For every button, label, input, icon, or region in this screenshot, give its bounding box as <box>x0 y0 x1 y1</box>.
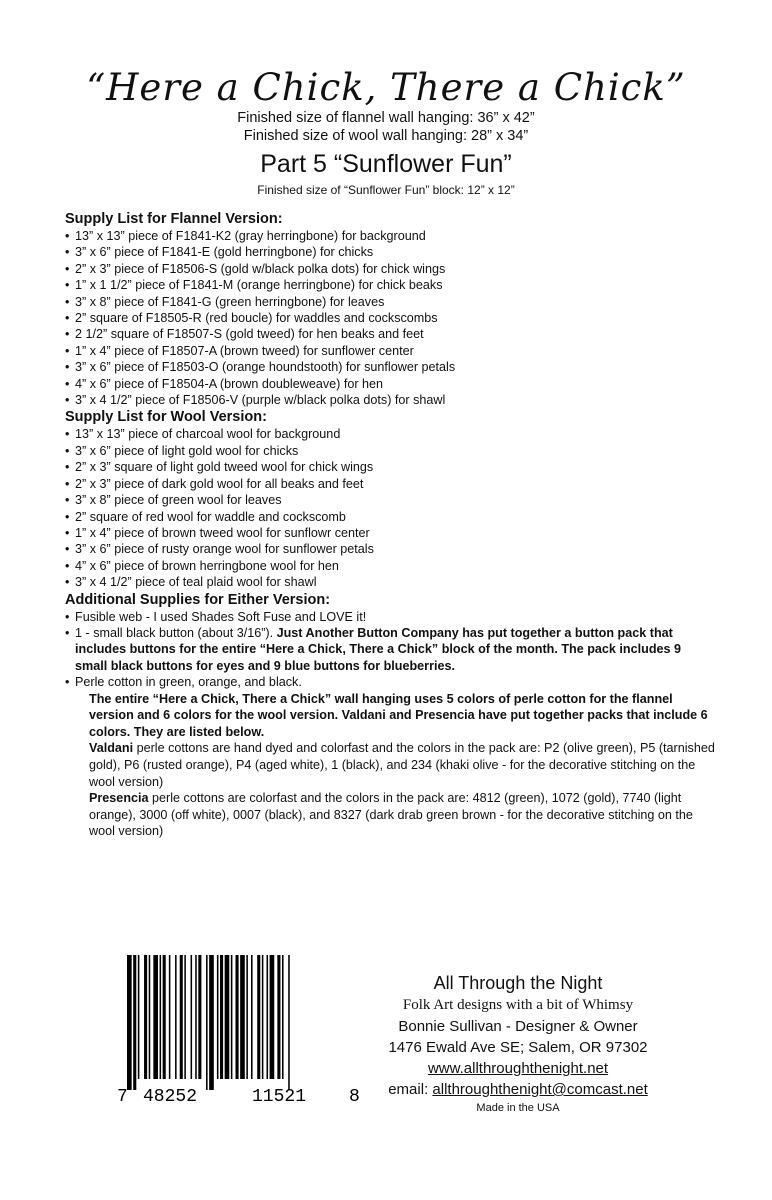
flannel-list <box>65 228 715 408</box>
barcode-bar <box>138 955 140 1079</box>
barcode-bar <box>163 955 166 1079</box>
barcode-bar <box>184 955 186 1079</box>
barcode-bar <box>217 955 219 1079</box>
list-item: • 2” x 3” piece of F18506-S (gold w/black polka dots) for chick wings <box>65 261 715 277</box>
list-item: • 2” x 3” square of light gold tweed wool for chick wings <box>65 459 715 475</box>
presencia-text: perle cottons are colorfast and the colors in the pack are: 4812 (green), 1072 (gold), 7740 (light orange), 3000 (off white), 0007 (black), and 8327 (dark drab green brown - for the decorative stitching on the wool version) <box>89 791 693 839</box>
additional-heading: Additional Supplies for Either Version: <box>65 591 331 608</box>
wool-heading: Supply List for Wool Version: <box>65 409 267 426</box>
email-link[interactable]: allthroughthenight@comcast.net <box>432 1081 648 1098</box>
barcode-bar <box>225 955 230 1079</box>
list-item: • 3” x 6” piece of light gold wool for chicks <box>65 443 715 459</box>
wool-list <box>65 426 715 590</box>
barcode <box>117 955 361 1105</box>
barcode-bar <box>231 955 233 1079</box>
flannel-heading: Supply List for Flannel Version: <box>65 211 283 227</box>
list-item: • 2” square of F18505-R (red boucle) for waddles and cockscombs <box>65 310 715 326</box>
barcode-bar <box>270 955 275 1079</box>
barcode-digit-prefix: 7 <box>117 1087 128 1105</box>
list-item: • 3” x 6” piece of F18503-O (orange houndstooth) for sunflower petals <box>65 359 715 375</box>
list-item: • 4” x 6” piece of brown herringbone wool for hen <box>65 558 715 574</box>
list-item: • 2” square of red wool for waddle and cockscomb <box>65 509 715 525</box>
list-item: • 4” x 6” piece of F18504-A (brown doubleweave) for hen <box>65 376 715 392</box>
barcode-bar <box>191 955 193 1079</box>
barcode-bar <box>195 955 197 1079</box>
barcode-bar <box>240 955 245 1079</box>
pattern-title: “Here a Chick, There a Chick” <box>86 66 686 109</box>
barcode-bar <box>236 955 239 1079</box>
part-title: Part 5 “Sunflower Fun” <box>260 150 512 178</box>
barcode-bar <box>160 955 162 1079</box>
list-item: • 2” x 3” piece of dark gold wool for all beaks and feet <box>65 476 715 492</box>
company-info <box>383 971 653 1116</box>
barcode-bar <box>267 955 269 1079</box>
list-item: • 2 1/2” square of F18507-S (gold tweed) for hen beaks and feet <box>65 326 715 342</box>
valdani-text: perle cottons are hand dyed and colorfast and the colors in the pack are: P2 (olive green), P5 (tarnished gold), P6 (rusted orange), P4 (aged white), 1 (black), and 234 (khaki olive - for the decorative stitching on the wool version) <box>89 741 715 789</box>
list-item: • 3” x 8” piece of F1841-G (green herringbone) for leaves <box>65 294 715 310</box>
barcode-bar <box>149 955 151 1079</box>
barcode-bar <box>220 955 223 1079</box>
barcode-bar <box>288 955 290 1090</box>
owner-line: Bonnie Sullivan - Designer & Owner <box>398 1018 638 1035</box>
company-name: All Through the Night <box>433 973 603 993</box>
valdani-name: Valdani <box>89 741 134 756</box>
list-item: • 1” x 4” piece of brown tweed wool for sunflowr center <box>65 525 715 541</box>
barcode-digit-group-1: 48252 <box>143 1087 198 1105</box>
barcode-bar <box>206 955 208 1090</box>
supply-lists <box>65 210 715 840</box>
barcode-bar <box>133 955 136 1090</box>
additional-list <box>65 609 715 691</box>
list-item: • 3” x 4 1/2” piece of teal plaid wool for shawl <box>65 574 715 590</box>
list-item: • 3” x 4 1/2” piece of F18506-V (purple w/black polka dots) for shawl <box>65 392 715 408</box>
list-item: • 1” x 4” piece of F18507-A (brown tweed) for sunflower center <box>65 343 715 359</box>
barcode-bar <box>246 955 248 1079</box>
barcode-bar <box>277 955 280 1079</box>
wool-finished-size: Finished size of wool wall hanging: 28” x 34” <box>243 128 529 144</box>
email-line <box>383 1079 653 1100</box>
list-item: • Perle cotton in green, orange, and black. <box>65 674 715 690</box>
barcode-bar <box>153 955 158 1079</box>
barcode-bar <box>169 955 171 1079</box>
address-line: 1476 Ewald Ave SE; Salem, OR 97302 <box>388 1039 648 1056</box>
list-item: • Fusible web - I used Shades Soft Fuse and LOVE it! <box>65 609 715 625</box>
perle-cotton-note: The entire “Here a Chick, There a Chick” wall hanging uses 5 colors of perle cotton for the flannel version and 6 colors for the wool version. Valdani and Presencia have put together packs that include 6 colors. They are listed below. <box>89 691 708 739</box>
barcode-bar <box>144 955 147 1079</box>
email-label: email: <box>388 1081 433 1098</box>
list-item: • 13” x 13” piece of charcoal wool for background <box>65 426 715 442</box>
presencia-name: Presencia <box>89 791 149 806</box>
barcode-bar <box>257 955 260 1079</box>
made-in-label: Made in the USA <box>476 1102 560 1114</box>
barcode-bar <box>127 955 132 1090</box>
barcode-bar <box>251 955 253 1079</box>
list-item: • 3” x 8” piece of green wool for leaves <box>65 492 715 508</box>
barcode-bar <box>209 955 214 1090</box>
presencia-note <box>89 790 715 840</box>
website-link[interactable]: www.allthroughthenight.net <box>427 1060 609 1077</box>
block-finished-size: Finished size of “Sunflower Fun” block: 12” x 12” <box>257 183 515 197</box>
company-tagline: Folk Art designs with a bit of Whimsy <box>402 997 634 1013</box>
barcode-bar <box>180 955 183 1079</box>
list-item: • 1” x 1 1/2” piece of F1841-M (orange herringbone) for chick beaks <box>65 277 715 293</box>
barcode-digit-group-2: 11521 <box>252 1087 307 1105</box>
barcode-bar <box>282 955 284 1079</box>
list-item <box>65 625 715 674</box>
barcode-bar <box>198 955 201 1079</box>
barcode-bar <box>175 955 177 1079</box>
valdani-note <box>89 740 715 790</box>
flannel-finished-size: Finished size of flannel wall hanging: 36” x 42” <box>237 110 535 126</box>
button-pack-note: Just Another Button Company has put together a button pack that includes buttons for the entire “Here a Chick, There a Chick” block of the month. The pack includes 9 small black buttons for eyes and 9 blue buttons for blueberries. <box>75 625 682 673</box>
barcode-digit-suffix: 8 <box>349 1087 360 1105</box>
button-item: 1 - small black button (about 3/16”). <box>75 625 274 640</box>
list-item: • 3” x 6” piece of F1841-E (gold herringbone) for chicks <box>65 244 715 260</box>
list-item: • 13” x 13” piece of F1841-K2 (gray herringbone) for background <box>65 228 715 244</box>
list-item: • 3” x 6” piece of rusty orange wool for sunflower petals <box>65 541 715 557</box>
barcode-bar <box>262 955 264 1079</box>
